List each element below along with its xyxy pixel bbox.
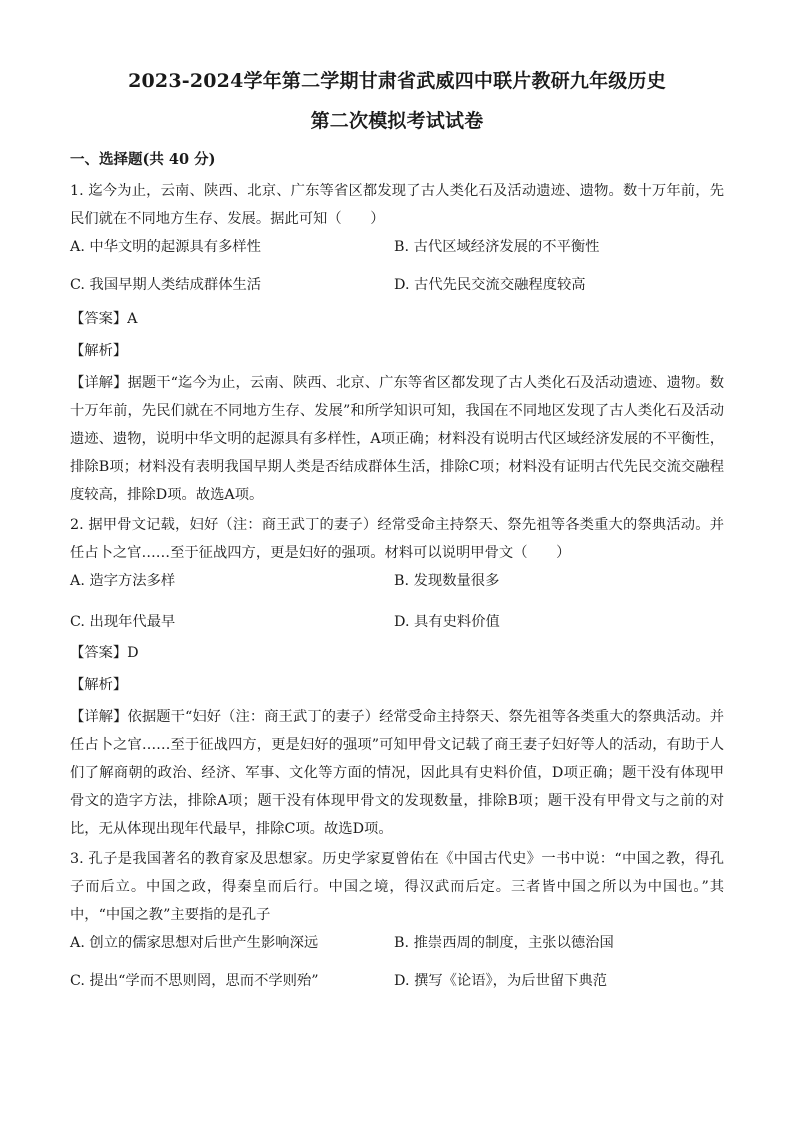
question-stem: 2. 据甲骨文记载，妇好（注：商王武丁的妻子）经常受命主持祭天、祭先祖等各类重大的祭典活动。并任占卜之官……至于征战四方，更是妇好的强项。材料可以说明甲骨文（ ） (70, 517, 724, 561)
exam-title-line2: 第二次模拟考试试卷 (310, 110, 484, 132)
option-d: D. 古代先民交流交融程度较高 (394, 277, 586, 293)
option-a: A. 中华文明的起源具有多样性 (70, 239, 261, 255)
option-a: A. 创立的儒家思想对后世产生影响深远 (70, 935, 319, 951)
question-options (70, 233, 724, 299)
option-b: B. 发现数量很多 (394, 573, 500, 589)
option-d: D. 撰写《论语》，为后世留下典范 (394, 973, 608, 989)
option-c: C. 提出“学而不思则罔，思而不学则殆” (70, 973, 319, 989)
detail-text: 【详解】依据题干“妇好（注：商王武丁的妻子）经常受命主持祭天、祭先祖等各类重大的祭典活动。并任占卜之官……至于征战四方，更是妇好的强项”可知甲骨文记载了商王妻子妇好等人的活动，有助于人们了解商朝的政治、经济、军事、文化等方面的情况，因此具有史料价值，D项正确；题干没有体现甲骨文的造字方法，排除A项；题干没有体现甲骨文的发现数量，排除B项；题干没有甲骨文与之前的对比，无从体现出现年代最早，排除C项。故选D项。 (70, 709, 724, 837)
answer-label: 【答案】D (70, 645, 139, 661)
question-2 (70, 511, 724, 843)
detail-text: 【详解】据题干“迄今为止，云南、陕西、北京、广东等省区都发现了古人类化石及活动遗迹、遗物。数十万年前，先民们就在不同地方生存、发展”和所学知识可知，我国在不同地区发现了古人类化石及活动遗迹、遗物，说明中华文明的起源具有多样性，A项正确；材料没有说明古代区域经济发展的不平衡性，排除B项；材料没有表明我国早期人类是否结成群体生活，排除C项；材料没有证明古代先民交流交融程度较高，排除D项。故选A项。 (70, 375, 724, 503)
option-b: B. 古代区域经济发展的不平衡性 (394, 239, 600, 255)
question-options (70, 929, 724, 995)
question-3 (70, 845, 724, 995)
question-options (70, 567, 724, 636)
option-b: B. 推崇西周的制度，主张以德治国 (394, 935, 614, 951)
option-c: C. 出现年代最早 (70, 614, 176, 630)
section-heading: 一、选择题(共 40 分) (70, 151, 216, 168)
analysis-label: 【解析】 (70, 343, 128, 359)
exam-title-line1: 2023-2024学年第二学期甘肃省武威四中联片教研九年级历史 (128, 70, 666, 92)
option-c: C. 我国早期人类结成群体生活 (70, 277, 262, 293)
question-stem: 3. 孔子是我国著名的教育家及思想家。历史学家夏曾佑在《中国古代史》一书中说：“中国之教，得孔子而后立。中国之政，得秦皇而后行。中国之境，得汉武而后定。三者皆中国之所以为中国也。”其中，“中国之教”主要指的是孔子 (70, 851, 724, 923)
option-a: A. 造字方法多样 (70, 573, 176, 589)
question-1 (70, 177, 724, 509)
option-d: D. 具有史料价值 (394, 614, 500, 630)
question-stem: 1. 迄今为止，云南、陕西、北京、广东等省区都发现了古人类化石及活动遗迹、遗物。数十万年前，先民们就在不同地方生存、发展。据此可知（ ） (70, 183, 724, 227)
analysis-label: 【解析】 (70, 677, 128, 693)
answer-label: 【答案】A (70, 311, 138, 327)
